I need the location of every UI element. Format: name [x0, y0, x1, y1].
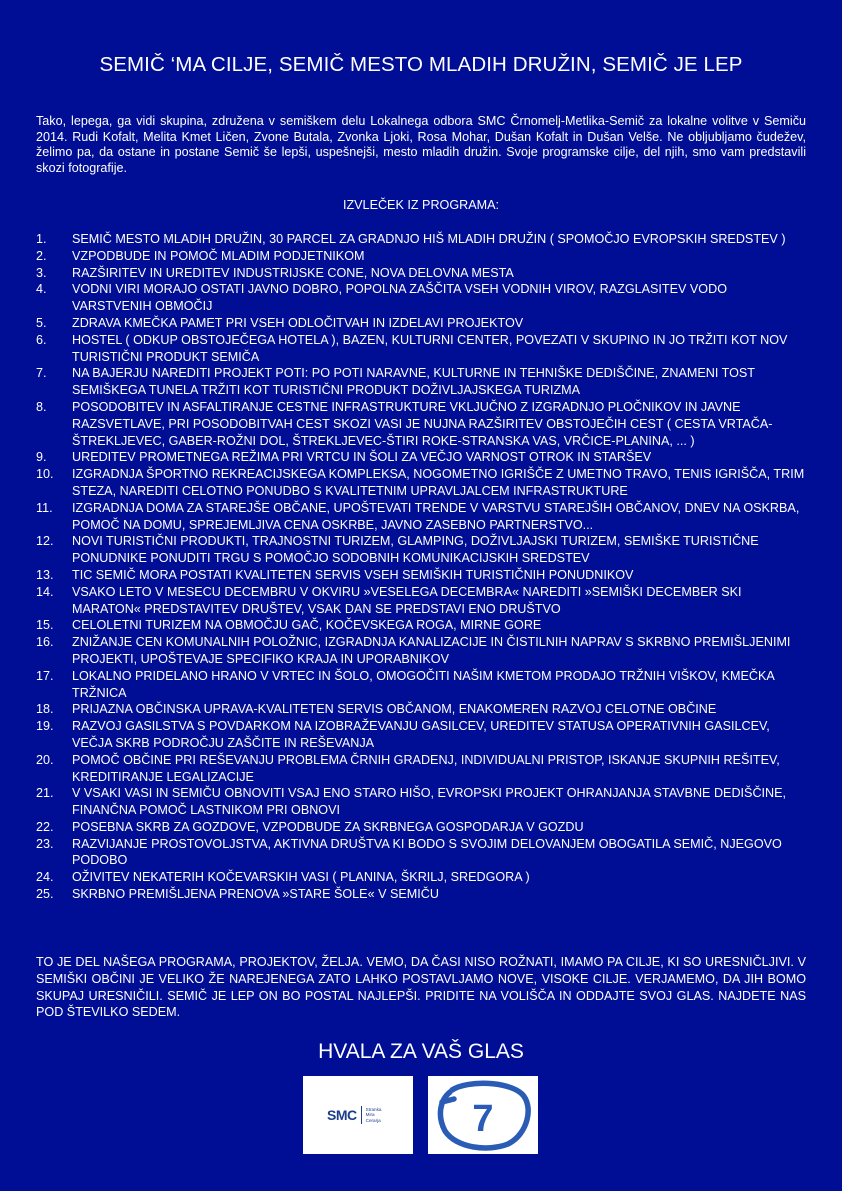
program-item-number: 7.	[36, 366, 47, 381]
program-item	[36, 886, 806, 903]
program-list	[36, 231, 806, 903]
program-item-text: VZPODBUDE IN POMOČ MLADIM PODJETNIKOM	[72, 248, 365, 263]
program-item	[36, 668, 806, 702]
program-item	[36, 265, 806, 282]
program-item	[36, 466, 806, 500]
program-item	[36, 231, 806, 248]
program-item	[36, 399, 806, 449]
ballot-number-seven-logo	[428, 1076, 538, 1154]
program-item	[36, 617, 806, 634]
program-item	[36, 533, 806, 567]
program-item-number: 21.	[36, 786, 54, 801]
program-item-text: RAZVIJANJE PROSTOVOLJSTVA, AKTIVNA DRUŠTVA KI BODO S SVOJIM DELOVANJEM OBOGATILA SEMIČ, NJEGOVO PODOBO	[72, 836, 782, 868]
program-item-number: 19.	[36, 719, 54, 734]
program-item-text: SKRBNO PREMIŠLJENA PRENOVA »STARE ŠOLE« V SEMIČU	[72, 887, 439, 902]
program-item-text: VODNI VIRI MORAJO OSTATI JAVNO DOBRO, POPOLNA ZAŠČITA VSEH VODNIH VIROV, RAZGLASITEV VODO VARSTVENIH OBMOČIJ	[72, 282, 727, 314]
ballot-number: 7	[472, 1098, 494, 1140]
program-item	[36, 718, 806, 752]
program-item-number: 3.	[36, 265, 47, 280]
program-item-number: 16.	[36, 635, 54, 650]
program-item-text: LOKALNO PRIDELANO HRANO V VRTEC IN ŠOLO, OMOGOČITI NAŠIM KMETOM PRODAJO TRŽNIH VIŠKOV, KMEČKA TRŽNICA	[72, 668, 775, 700]
program-item-text: POMOČ OBČINE PRI REŠEVANJU PROBLEMA ČRNIH GRADENJ, INDIVIDUALNI PRISTOP, ISKANJE SKUPNIH REŠITEV, KREDITIRANJE LEGALIZACIJE	[72, 752, 780, 784]
circled-number-icon	[428, 1076, 538, 1154]
program-item-number: 2.	[36, 248, 47, 263]
program-item	[36, 567, 806, 584]
program-item-number: 22.	[36, 819, 54, 834]
program-item-number: 10.	[36, 467, 54, 482]
program-item-text: RAZŠIRITEV IN UREDITEV INDUSTRIJSKE CONE, NOVA DELOVNA MESTA	[72, 265, 514, 280]
program-item-text: TIC SEMIČ MORA POSTATI KVALITETEN SERVIS VSEH SEMIŠKIH TURISTIČNIH PONUDNIKOV	[72, 567, 634, 582]
closing-paragraph: TO JE DEL NAŠEGA PROGRAMA, PROJEKTOV, ŽELJA. VEMO, DA ČASI NISO ROŽNATI, IMAMO PA CILJE, KI SO URESNIČLJIVI. V SEMIŠKI OBČINI JE VELIKO ŽE NAREJENEGA ZATO LAHKO POSTAVLJAMO NOVE, VISOKE CILJE. VERJAMEMO, DA JIH BOMO SKUPAJ URESNIČILI. SEMIČ JE LEP ON BO POSTAL NAJLEPŠI. PRIDITE NA VOLIŠČA IN ODDAJTE SVOJ GLAS. NAJDETE NAS POD ŠTEVILKO SEDEM.	[36, 955, 806, 1020]
program-item	[36, 500, 806, 534]
program-item-text: NA BAJERJU NAREDITI PROJEKT POTI: PO POTI NARAVNE, KULTURNE IN TEHNIŠKE DEDIŠČINE, ZNAMENI TOST SEMIŠKEGA TUNELA TRŽITI KOT TURISTIČNI PRODUKT DOŽIVLJAJSKEGA TURIZMA	[72, 366, 755, 398]
program-item-number: 23.	[36, 836, 54, 851]
program-item	[36, 752, 806, 786]
program-item	[36, 332, 806, 366]
smc-logo-subtitle: Stranka Mira Cerarja	[365, 1107, 382, 1123]
program-item-number: 18.	[36, 702, 54, 717]
program-item-number: 14.	[36, 584, 54, 599]
page-title: SEMIČ ‘MA CILJE, SEMIČ MESTO MLADIH DRUŽIN, SEMIČ JE LEP	[99, 53, 743, 76]
program-item-text: PRIJAZNA OBČINSKA UPRAVA-KVALITETEN SERVIS OBČANOM, ENAKOMEREN RAZVOJ CELOTNE OBČINE	[72, 702, 717, 717]
program-item-text: UREDITEV PROMETNEGA REŽIMA PRI VRTCU IN ŠOLI ZA VEČJO VARNOST OTROK IN STARŠEV	[72, 450, 652, 465]
program-item	[36, 248, 806, 265]
intro-paragraph: Tako, lepega, ga vidi skupina, združena v semiškem delu Lokalnega odbora SMC Črnomelj-Metlika-Semič za lokalne volitve v Semiču 2014. Rudi Kofalt, Melita Kmet Ličen, Zvone Butala, Zvonka Ljoki, Rosa Mohar, Dušan Kofalt in Dušan Velše. Ne obljubljamo čudežev, želimo pa, da ostane in postane Semič še lepši, uspešnejši, mesto mladih družin. Svoje programske cilje, del njih, smo vam predstavili skozi fotografije.	[36, 114, 806, 175]
program-item-text: POSODOBITEV IN ASFALTIRANJE CESTNE INFRASTRUKTURE VKLJUČNO Z IZGRADNJO PLOČNIKOV IN JAVNE RAZSVETLAVE, PRI POSODOBITVAH CEST SKOZI VASI JE NUJNA RAZŠIRITEV OBSTOJEČIH CEST ( CESTA VRTAČA-ŠTREKLJEVEC, GABER-ROŽNI DOL, ŠTREKLJEVEC-ŠTIRI ROKE-STRANSKA VAS, VRČICE-PLANINA, ... )	[72, 399, 773, 448]
program-item	[36, 365, 806, 399]
program-item-text: V VSAKI VASI IN SEMIČU OBNOVITI VSAJ ENO STARO HIŠO, EVROPSKI PROJEKT OHRANJANJA STAVBNE DEDIŠČINE, FINANČNA POMOČ LASTNIKOM PRI OBNOVI	[72, 786, 787, 818]
program-item-number: 15.	[36, 618, 54, 633]
program-item	[36, 281, 806, 315]
program-item	[36, 869, 806, 886]
program-item	[36, 315, 806, 332]
program-item-number: 11.	[36, 500, 53, 515]
program-item-text: OŽIVITEV NEKATERIH KOČEVARSKIH VASI ( PLANINA, ŠKRILJ, SREDGORA )	[72, 870, 530, 885]
program-item-number: 20.	[36, 752, 54, 767]
program-item	[36, 701, 806, 718]
program-item-number: 13.	[36, 567, 54, 582]
program-item	[36, 634, 806, 668]
smc-logo	[303, 1076, 413, 1154]
program-item-number: 9.	[36, 450, 47, 465]
program-item-number: 8.	[36, 399, 47, 414]
thanks-heading: HVALA ZA VAŠ GLAS	[318, 1040, 524, 1063]
program-heading: IZVLEČEK IZ PROGRAMA:	[342, 198, 500, 212]
smc-logo-divider	[361, 1106, 362, 1124]
program-item-number: 17.	[36, 668, 54, 683]
program-item	[36, 785, 806, 819]
program-item-text: RAZVOJ GASILSTVA S POVDARKOM NA IZOBRAŽEVANJU GASILCEV, UREDITEV STATUSA OPERATIVNIH GASILCEV, VEČJA SKRB PODROČJU ZAŠČITE IN REŠEVANJA	[72, 719, 770, 750]
program-item-number: 6.	[36, 332, 47, 347]
program-item-number: 4.	[36, 282, 47, 297]
program-item-text: IZGRADNJA ŠPORTNO REKREACIJSKEGA KOMPLEKSA, NOGOMETNO IGRIŠČE Z UMETNO TRAVO, TENIS IGRIŠČA, TRIM STEZA, NAREDITI CELOTNO PONUDBO S KVALITETNIM UPRAVLJALCEM INFRASTRUKTURE	[72, 467, 805, 498]
program-item-text: IZGRADNJA DOMA ZA STAREJŠE OBČANE, UPOŠTEVATI TRENDE V VARSTVU STAREJŠIH OBČANOV, DNEV NA OSKRBA, POMOČ NA DOMU, SPREJEMLJIVA CENA OSKRBE, JAVNO ZASEBNO PARTNERSTVO...	[72, 500, 800, 532]
program-item	[36, 819, 806, 836]
program-item-text: HOSTEL ( ODKUP OBSTOJEČEGA HOTELA ), BAZEN, KULTURNI CENTER, POVEZATI V SKUPINO IN JO TRŽITI KOT NOV TURISTIČNI PRODUKT SEMIČA	[72, 332, 788, 364]
program-item-text: CELOLETNI TURIZEM NA OBMOČJU GAČ, KOČEVSKEGA ROGA, MIRNE GORE	[72, 618, 542, 633]
program-item-number: 24.	[36, 870, 54, 885]
program-item-number: 5.	[36, 315, 47, 330]
program-item	[36, 584, 806, 618]
program-item-text: ZDRAVA KMEČKA PAMET PRI VSEH ODLOČITVAH IN IZDELAVI PROJEKTOV	[72, 315, 524, 330]
program-item-text: POSEBNA SKRB ZA GOZDOVE, VZPODBUDE ZA SKRBNEGA GOSPODARJA V GOZDU	[72, 819, 584, 834]
program-item-text: ZNIŽANJE CEN KOMUNALNIH POLOŽNIC, IZGRADNJA KANALIZACIJE IN ČISTILNIH NAPRAV S SKRBNO PREMIŠLJENIMI PROJEKTI, UPOŠTEVAJE SPECIFIKO KRAJA IN UPORABNIKOV	[72, 635, 791, 666]
program-item-text: NOVI TURISTIČNI PRODUKTI, TRAJNOSTNI TURIZEM, GLAMPING, DOŽIVLJAJSKI TURIZEM, SEMIŠKE TURISTIČNE PONUDNIKE PONUDITI TRGU S POMOČJO SODOBNIH KOMUNIKACIJSKIH SREDSTEV	[72, 534, 759, 566]
program-item-text: VSAKO LETO V MESECU DECEMBRU V OKVIRU »VESELEGA DECEMBRA« NAREDITI »SEMIŠKI DECEMBER SKI MARATON« PREDSTAVITEV DRUŠTEV, VSAK DAN SE PREDSTAVI ENO DRUŠTVO	[72, 584, 742, 616]
smc-logo-mark: SMC	[327, 1107, 357, 1123]
program-item	[36, 836, 806, 870]
program-item-number: 25.	[36, 887, 54, 902]
program-item-number: 12.	[36, 534, 54, 549]
program-item-number: 1.	[36, 232, 47, 246]
program-item-text: SEMIČ MESTO MLADIH DRUŽIN, 30 PARCEL ZA GRADNJO HIŠ MLADIH DRUŽIN ( SPOMOČJO EVROPSKIH SREDSTEV )	[72, 232, 786, 246]
program-item	[36, 449, 806, 466]
